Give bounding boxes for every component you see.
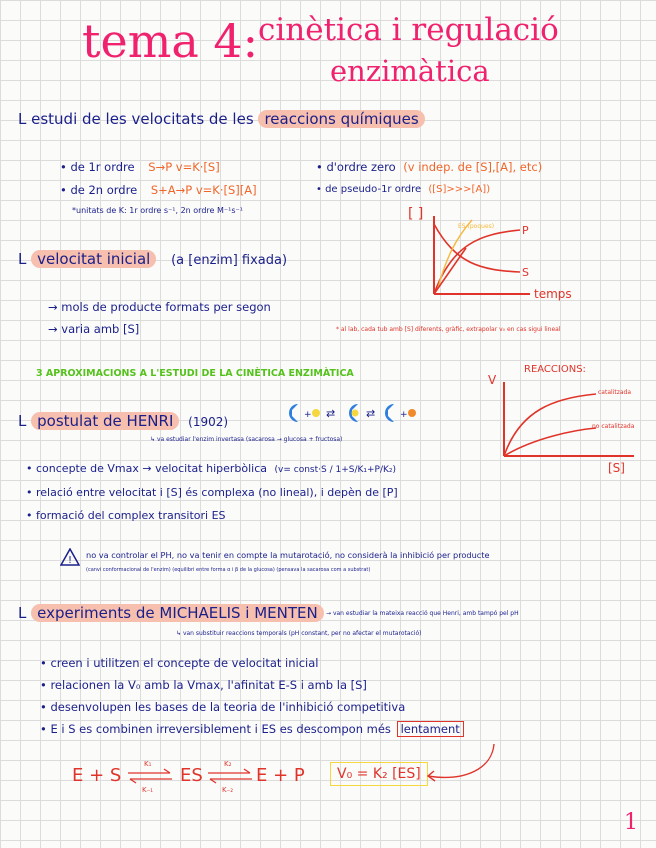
section5-bullet: L: [18, 604, 32, 622]
initial-velocity-def: → mols de producte formats per segon: [48, 300, 271, 314]
k1-label: K₁: [144, 760, 152, 768]
concentration-time-graph: [400, 198, 610, 308]
title-enzimatica: enzimàtica: [330, 54, 490, 88]
graph1-es-curve: [438, 220, 472, 288]
reaction-es: ES: [180, 765, 203, 786]
section4-bullet: L: [18, 412, 32, 430]
zero-order-label: d'ordre zero: [326, 160, 396, 174]
complex-formation: • formació del complex transitori ES: [26, 509, 226, 522]
velocity-relation-text: relació entre velocitat i [S] és complexa (no lineal), i depèn de [P]: [36, 486, 398, 499]
section1-heading-highlight: reaccions químiques: [258, 110, 424, 128]
lab-note: * al lab, cada tub amb [S] diferents, gràfic, extrapolar v₀ en cas sigui lineal: [336, 326, 561, 333]
graph2-v-label: V: [488, 373, 497, 387]
michaelis-sub-note: ↳ van substituir reaccions temporals (pH constant, per no afectar el mutarotació): [176, 630, 422, 637]
section1-bullet: L: [18, 110, 32, 128]
section1-heading-pre: estudi de les velocitats de les: [31, 110, 254, 128]
section2-heading-highlight: velocitat inicial: [31, 250, 156, 268]
title-tema: tema 4:: [82, 14, 259, 68]
mm-bullet-3: • desenvolupen les bases de la teoria de l'inhibició competitiva: [40, 700, 406, 714]
mm-bullet-1-text: creen i utilitzen el concepte de velocitat inicial: [50, 656, 319, 670]
second-order-label: de 2n ordre: [70, 183, 138, 197]
enzyme-plus-2: +: [400, 410, 408, 420]
second-order-line: • de 2n ordre S+A→P v=K·[S][A]: [60, 183, 257, 197]
section5-heading-highlight: experiments de MICHAELIS i MENTEN: [31, 604, 324, 622]
k-minus2-label: K₋₂: [222, 786, 234, 794]
eq-arrow-2: ⇄: [366, 407, 376, 420]
reaction-arrows-1: [126, 756, 174, 796]
initial-velocity-varies-text: varia amb [S]: [61, 322, 140, 336]
initial-velocity-def-text: mols de producte formats per segon: [61, 300, 271, 314]
units-note: *unitats de K: 1r ordre s⁻¹, 2n ordre M⁻¹s⁻¹: [72, 206, 243, 215]
k2-label: K₂: [224, 760, 232, 768]
slowly-box: lentament: [397, 721, 464, 737]
k-minus1-label: K₋₁: [142, 786, 154, 794]
section5-heading: [18, 604, 324, 622]
michaelis-sub-note-text: van substituir reaccions temporals (pH constant, per no afectar el mutarotació): [182, 630, 422, 637]
graph2-uncatalyzed-curve: [504, 428, 596, 456]
substrate-icon-2: [352, 410, 359, 417]
velocity-substrate-graph: [484, 358, 652, 476]
reaction-e-plus-p: E + P: [256, 765, 305, 786]
section2-heading: [18, 250, 287, 268]
graph1-ylabel: [ ]: [408, 206, 424, 222]
henri-warning: no va controlar el PH, no va tenir en compte la mutarotació, no considerà la inhibició per producte: [86, 550, 490, 560]
graph1-es-note: ES (poques): [458, 223, 495, 230]
henri-sub-note: ↳ va estudiar l'enzim invertasa (sacarosa → glucosa + fructosa): [150, 436, 343, 443]
graph1-xlabel: temps: [534, 287, 572, 301]
graph2-bottom-label: no catalitzada: [592, 423, 635, 430]
vmax-concept: • concepte de Vmax → velocitat hiperbòlica (v= const·S / 1+S/K₁+P/K₂): [26, 462, 397, 475]
svg-text:!: !: [68, 555, 73, 566]
first-order-line: • de 1r ordre S→P v=K·[S]: [60, 160, 220, 174]
mm-bullet-1: • creen i utilitzen el concepte de velocitat inicial: [40, 656, 319, 670]
zero-order-line: • d'ordre zero (v indep. de [S],[A], etc): [316, 160, 543, 174]
enzyme-icon-3: [385, 404, 394, 422]
henri-formula: (v= const·S / 1+S/K₁+P/K₂): [274, 465, 397, 475]
zero-order-note: (v indep. de [S],[A], etc): [403, 160, 543, 174]
graph2-x-label: [S]: [608, 461, 625, 475]
enzyme-icon-1: [289, 404, 298, 422]
velocity-relation: • relació entre velocitat i [S] és complexa (no lineal), i depèn de [P]: [26, 486, 398, 499]
first-order-equation: S→P v=K·[S]: [148, 160, 220, 174]
warning-icon: [60, 548, 80, 566]
michaelis-arrow-note-text: van estudiar la mateixa reacció que Henri, amb tampó pel pH: [332, 610, 519, 617]
v0-equation-box: V₀ = K₂ [ES]: [330, 762, 428, 786]
mm-bullet-2: • relacionen la V₀ amb la Vmax, l'afinitat E-S i amb la [S]: [40, 678, 367, 692]
vmax-concept-text: concepte de Vmax → velocitat hiperbòlica: [36, 462, 268, 475]
section4-heading-highlight: postulat de HENRI: [31, 412, 179, 430]
title-cinetica: cinètica i regulació: [258, 12, 559, 48]
second-order-equation: S+A→P v=K·[S][A]: [150, 183, 257, 197]
mm-bullet-3-text: desenvolupen les bases de la teoria de l'inhibició competitiva: [50, 700, 406, 714]
pseudo-order-line: • de pseudo-1r ordre ([S]>>>[A]): [316, 184, 491, 195]
pseudo-order-label: de pseudo-1r ordre: [325, 184, 422, 195]
reaction-arrows-2: [206, 756, 254, 796]
graph2-title: REACCIONS:: [524, 364, 586, 375]
product-icon: [408, 409, 416, 417]
reaction-e-plus-s: E + S: [72, 765, 122, 786]
slowly-to-v0-arrow: [420, 742, 500, 788]
section3-heading: 3 APROXIMACIONS A L'ESTUDI DE LA CINÈTICA ENZIMÀTICA: [36, 368, 354, 379]
eq-arrow-1: ⇄: [326, 407, 336, 420]
henri-warning-sub: (canvi conformacional de l'enzim) (equilibri entre forma α i β de la glucosa) (pensava la sacarosa com a substrat): [86, 567, 371, 573]
pseudo-order-note: ([S]>>>[A]): [428, 184, 491, 195]
mm-bullet-4-text: E i S es combinen irreversiblement i ES es descompon més: [50, 722, 391, 736]
first-order-label: de 1r ordre: [70, 160, 135, 174]
section1-heading: [18, 110, 425, 128]
initial-velocity-varies: → varia amb [S]: [48, 322, 140, 336]
page-number: 1: [624, 810, 638, 835]
enzyme-plus-1: +: [304, 410, 312, 420]
mm-bullet-4: • E i S es combinen irreversiblement i ES es descompon més lentament: [40, 722, 464, 736]
graph1-p-label: P: [522, 224, 529, 237]
section4-heading: [18, 412, 228, 430]
graph1-s-label: S: [522, 266, 529, 279]
graph2-top-label: catalitzada: [598, 389, 632, 396]
mm-bullet-2-text: relacionen la V₀ amb la Vmax, l'afinitat E-S i amb la [S]: [50, 678, 367, 692]
henri-sub-note-text: va estudiar l'enzim invertasa (sacarosa → glucosa + fructosa): [156, 436, 343, 443]
enzyme-icons: [280, 400, 430, 426]
section2-paren: (a [enzim] fixada): [171, 253, 288, 268]
graph2-catalyzed-curve: [504, 394, 596, 456]
complex-formation-text: formació del complex transitori ES: [36, 509, 226, 522]
michaelis-arrow-note: → van estudiar la mateixa reacció que Henri, amb tampó pel pH: [326, 610, 519, 617]
substrate-icon-1: [312, 409, 320, 417]
section2-bullet: L: [18, 250, 32, 268]
section4-year: (1902): [188, 415, 229, 429]
